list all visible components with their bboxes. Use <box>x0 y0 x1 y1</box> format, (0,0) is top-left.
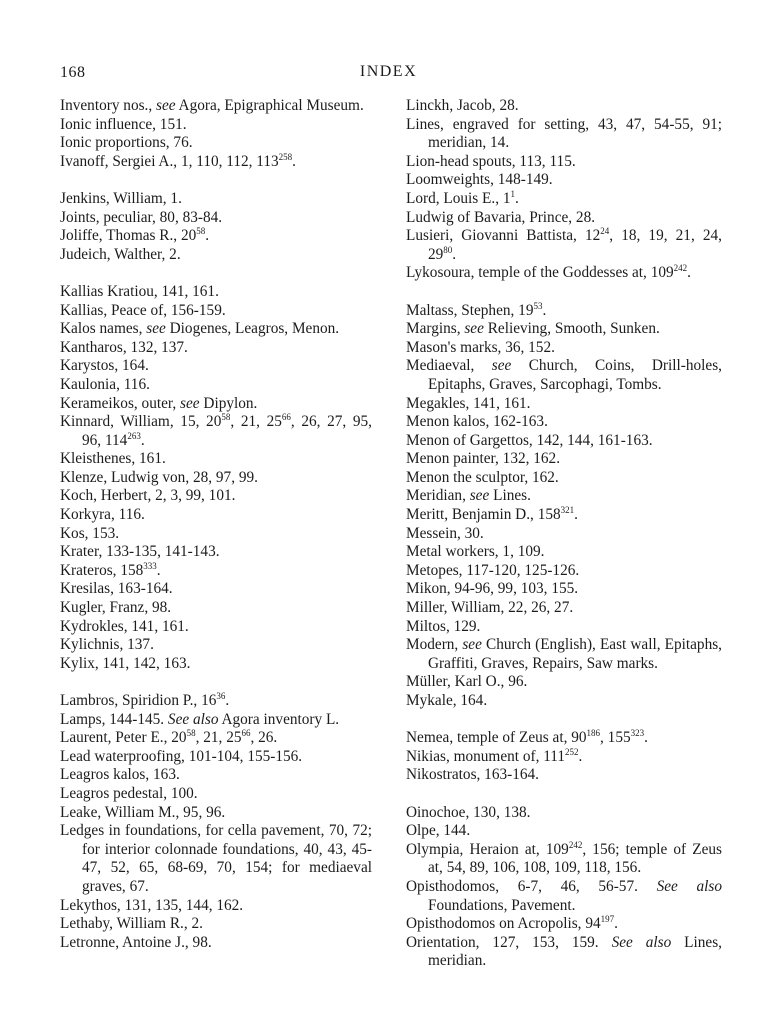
entry-text: Kantharos, 132, 137. <box>60 338 188 356</box>
entry-text: Mikon, 94-96, 99, 103, 155. <box>406 580 579 598</box>
entry-text: Kylix, 141, 142, 163. <box>60 654 191 672</box>
index-entry <box>60 376 372 395</box>
index-entry <box>406 618 722 637</box>
cross-reference-cue: see <box>462 636 482 654</box>
cross-reference-cue: see <box>491 357 512 375</box>
index-entry <box>60 116 372 135</box>
entry-text: Megakles, 141, 161. <box>406 394 531 412</box>
index-entry <box>60 320 372 339</box>
entry-text: . <box>452 245 457 263</box>
entry-text: Mediaeval, <box>406 357 492 375</box>
entry-text: Menon kalos, 162-163. <box>406 413 548 431</box>
index-entry <box>406 450 722 469</box>
entry-text: Lekythos, 131, 135, 144, 162. <box>60 896 244 914</box>
running-head: INDEX <box>359 63 418 80</box>
entry-text: Müller, Karl O., 96. <box>406 673 528 691</box>
entry-text: Letronne, Antoine J., 98. <box>60 933 212 951</box>
index-entry <box>406 97 722 116</box>
index-entry <box>60 227 372 246</box>
entry-text: . <box>574 506 578 524</box>
entry-text: Modern, <box>406 636 463 654</box>
index-entry <box>406 562 722 581</box>
index-entry <box>406 822 722 841</box>
entry-text: Agora, Epigraphical Museum. <box>175 97 364 114</box>
footnote-ref: 263 <box>127 430 141 441</box>
footnote-ref: 323 <box>630 728 645 739</box>
entry-text: Metopes, 117-120, 125-126. <box>406 561 580 579</box>
entry-text: Lykosoura, temple of the Goddesses at, 109 <box>406 264 674 282</box>
entry-text: Kugler, Franz, 98. <box>60 599 172 617</box>
footnote-ref: 36 <box>216 691 226 701</box>
entry-text: Menon painter, 132, 162. <box>406 450 561 468</box>
entry-text: Kydrokles, 141, 161. <box>60 617 189 635</box>
index-entry <box>406 636 722 673</box>
section-gap <box>60 673 372 692</box>
footnote-ref: 80 <box>443 244 453 255</box>
entry-text: Leagros pedestal, 100. <box>60 784 198 802</box>
entry-text: Dipylon. <box>199 394 258 412</box>
index-entry <box>406 804 722 823</box>
entry-text: Agora inventory L. <box>218 710 340 728</box>
index-entry <box>406 320 722 339</box>
index-entry <box>60 655 372 674</box>
index-entry <box>60 153 372 172</box>
index-entry <box>60 636 372 655</box>
entry-text: Menon of Gargettos, 142, 144, 161-163. <box>406 431 653 449</box>
index-entry <box>60 190 372 209</box>
cross-reference-cue: see <box>146 320 166 338</box>
index-entry <box>60 785 372 804</box>
entry-text: , 21, 25 <box>195 729 242 747</box>
index-entry <box>406 878 722 915</box>
index-entry <box>60 134 372 153</box>
entry-text: Nikias, monument of, 111 <box>406 747 566 765</box>
footnote-ref: 186 <box>586 728 601 739</box>
entry-text: Miltos, 129. <box>406 617 481 635</box>
entry-text: Lines, meridian. <box>428 933 722 970</box>
entry-text: Lines. <box>489 487 531 505</box>
entry-text: , 26, 27, 95, 96, 114 <box>82 413 372 449</box>
index-entry <box>60 618 372 637</box>
index-entry <box>406 227 722 264</box>
index-entry <box>406 766 722 785</box>
entry-text: Laurent, Peter E., 20 <box>60 729 187 747</box>
entry-text: Judeich, Walther, 2. <box>60 245 181 263</box>
entry-text: Kos, 153. <box>60 524 120 542</box>
index-column-right <box>406 97 722 971</box>
entry-text: Krater, 133-135, 141-143. <box>60 543 220 561</box>
entry-text: Church, Coins, Drill-holes, Epitaphs, Graves, Sarcophagi, Tombs. <box>428 357 722 393</box>
entry-text: Korkyra, 116. <box>60 506 145 524</box>
index-entry <box>60 525 372 544</box>
index-entry <box>60 543 372 562</box>
entry-text: Ionic proportions, 76. <box>60 134 193 152</box>
index-entry <box>60 469 372 488</box>
entry-text: , 155 <box>600 729 631 747</box>
index-entry <box>406 357 722 394</box>
index-entry <box>406 487 722 506</box>
index-entry <box>406 543 722 562</box>
entry-text: Karystos, 164. <box>60 357 149 375</box>
entry-text: Lines, engraved for setting, 43, 47, 54-55, 91; meridian, 14. <box>406 115 722 152</box>
index-entry <box>60 729 372 748</box>
cross-reference-cue: see <box>180 394 200 412</box>
entry-text: Olpe, 144. <box>406 822 471 840</box>
footnote-ref: 333 <box>143 560 157 571</box>
footnote-ref: 1 <box>510 188 516 199</box>
entry-text: Krateros, 158 <box>60 561 144 579</box>
cross-reference-cue: See also <box>656 877 722 895</box>
entry-text: Mason's marks, 36, 152. <box>406 338 555 356</box>
entry-text: . <box>614 915 618 933</box>
index-entry <box>60 599 372 618</box>
index-entry <box>406 413 722 432</box>
index-entry <box>406 934 722 971</box>
entry-text: Opisthodomos on Acropolis, 94 <box>406 915 601 933</box>
entry-text: . <box>687 264 691 282</box>
entry-text: Koch, Herbert, 2, 3, 99, 101. <box>60 487 236 505</box>
entry-text: Kresilas, 163-164. <box>60 580 173 598</box>
entry-text: Lead waterproofing, 101-104, 155-156. <box>60 747 303 765</box>
entry-text: Leake, William M., 95, 96. <box>60 803 226 821</box>
entry-text: . <box>578 747 583 765</box>
entry-text: Lamps, 144-145. <box>60 710 168 728</box>
entry-text: Miller, William, 22, 26, 27. <box>406 599 574 617</box>
entry-text: Nemea, temple of Zeus at, 90 <box>406 729 587 747</box>
index-entry <box>60 97 372 116</box>
cross-reference-cue: see <box>156 97 176 114</box>
index-entry <box>60 450 372 469</box>
section-gap <box>406 711 722 730</box>
footnote-ref: 242 <box>568 839 583 850</box>
index-entry <box>406 729 722 748</box>
index-entry <box>60 580 372 599</box>
index-entry <box>406 599 722 618</box>
footnote-ref: 66 <box>241 728 251 739</box>
footnote-ref: 66 <box>281 412 291 423</box>
entry-text: Jenkins, William, 1. <box>60 189 182 207</box>
index-entry <box>60 283 372 302</box>
index-entry <box>406 673 722 692</box>
entry-text: Messein, 30. <box>406 524 484 542</box>
entry-text: . <box>542 301 547 319</box>
entry-text: Kerameikos, outer, <box>60 394 181 412</box>
index-entry <box>406 302 722 321</box>
entry-text: Ivanoff, Sergiei A., 1, 110, 112, 113 <box>60 152 279 170</box>
entry-text: Margins, <box>406 320 465 338</box>
footnote-ref: 242 <box>673 263 688 274</box>
entry-text: Opisthodomos, 6-7, 46, 56-57. <box>406 877 657 895</box>
index-entry <box>60 562 372 581</box>
footnote-ref: 58 <box>186 728 196 739</box>
entry-text: , 156; temple of Zeus at, 54, 89, 106, 108, 109, 118, 156. <box>428 840 723 877</box>
entry-text: Maltass, Stephen, 19 <box>406 301 534 319</box>
entry-text: Linckh, Jacob, 28. <box>406 97 519 114</box>
entry-text: Ledges in foundations, for cella pavement, 70, 72; for interior colonnade foundations, 40, 43, 45-47, 52, 65, 68-69, 70, 154; for mediaeval graves, 67. <box>60 822 372 895</box>
footnote-ref: 58 <box>196 226 206 237</box>
footnote-ref: 24 <box>600 226 610 237</box>
index-entry <box>60 487 372 506</box>
entry-text: Lion-head spouts, 113, 115. <box>406 152 576 170</box>
index-entry <box>60 209 372 228</box>
entry-text: Nikostratos, 163-164. <box>406 766 539 784</box>
index-entry <box>60 302 372 321</box>
index-entry <box>60 357 372 376</box>
index-entry <box>60 692 372 711</box>
section-gap <box>406 283 722 302</box>
entry-text: Kallias, Peace of, 156-159. <box>60 301 226 319</box>
index-entry <box>406 116 722 153</box>
index-entry <box>406 339 722 358</box>
entry-text: Leagros kalos, 163. <box>60 766 180 784</box>
entry-text: Joliffe, Thomas R., 20 <box>60 227 197 245</box>
cross-reference-cue: see <box>469 487 490 505</box>
entry-text: Kylichnis, 137. <box>60 636 154 654</box>
index-entry <box>60 934 372 953</box>
entry-text: Foundations, Pavement. <box>428 896 576 914</box>
index-entry <box>406 692 722 711</box>
footnote-ref: 252 <box>565 746 579 757</box>
index-entry <box>60 246 372 265</box>
entry-text: Metal workers, 1, 109. <box>406 543 545 561</box>
index-entry <box>60 822 372 896</box>
index-entry <box>60 748 372 767</box>
entry-text: Orientation, 127, 153, 159. <box>406 933 612 951</box>
index-entry <box>60 804 372 823</box>
entry-text: Inventory nos., <box>60 97 157 114</box>
entry-text: Church (English), East wall, Epitaphs, Graffiti, Graves, Repairs, Saw marks. <box>428 636 722 672</box>
index-entry <box>60 915 372 934</box>
entry-text: Lambros, Spiridion P., 16 <box>60 692 217 709</box>
section-gap <box>406 785 722 804</box>
index-entry <box>406 915 722 934</box>
index-entry <box>406 395 722 414</box>
entry-text: Lethaby, William R., 2. <box>60 915 203 933</box>
entry-text: Lord, Louis E., 1 <box>406 189 511 207</box>
entry-text: , 26. <box>250 729 278 747</box>
entry-text: . <box>644 729 648 747</box>
entry-text: Kallias Kratiou, 141, 161. <box>60 282 219 300</box>
index-entry <box>406 432 722 451</box>
cross-reference-cue: see <box>464 320 484 338</box>
footnote-ref: 258 <box>278 151 293 162</box>
entry-text: Lusieri, Giovanni Battista, 12 <box>406 227 601 245</box>
entry-text: Ionic influence, 151. <box>60 115 187 133</box>
index-entry <box>406 264 722 283</box>
index-column-left <box>60 97 372 952</box>
entry-text: Kaulonia, 116. <box>60 375 150 393</box>
entry-text: Ludwig of Bavaria, Prince, 28. <box>406 208 596 226</box>
index-entry <box>406 469 722 488</box>
index-entry <box>406 841 722 878</box>
entry-text: . <box>515 189 519 207</box>
index-entry <box>406 748 722 767</box>
entry-text: Loomweights, 148-149. <box>406 171 553 189</box>
footnote-ref: 58 <box>221 412 231 423</box>
index-entry <box>406 506 722 525</box>
entry-text: Relieving, Smooth, Sunken. <box>483 320 660 338</box>
section-gap <box>60 171 372 190</box>
index-entry <box>406 171 722 190</box>
entry-text: Oinochoe, 130, 138. <box>406 803 531 821</box>
index-entry <box>60 897 372 916</box>
entry-text: Kinnard, William, 15, 20 <box>60 413 222 431</box>
index-entry <box>406 190 722 209</box>
index-entry <box>60 413 372 450</box>
entry-text: Meritt, Benjamin D., 158 <box>406 506 561 524</box>
cross-reference-cue: See also <box>611 933 672 951</box>
entry-text: Meridian, <box>406 487 470 505</box>
index-entry <box>60 506 372 525</box>
entry-text: . <box>140 431 145 449</box>
entry-text: Klenze, Ludwig von, 28, 97, 99. <box>60 468 258 486</box>
entry-text: Kleisthenes, 161. <box>60 450 166 468</box>
entry-text: . <box>292 152 296 170</box>
entry-text: Menon the sculptor, 162. <box>406 468 559 486</box>
page-number: 168 <box>60 64 86 81</box>
cross-reference-cue: See also <box>167 710 219 728</box>
entry-text: Kalos names, <box>60 320 147 338</box>
entry-text: Mykale, 164. <box>406 692 488 709</box>
entry-text: Diogenes, Leagros, Menon. <box>165 320 340 338</box>
index-entry <box>406 525 722 544</box>
entry-text: Olympia, Heraion at, 109 <box>406 840 569 858</box>
index-entry <box>60 711 372 730</box>
entry-text: . <box>205 227 210 245</box>
index-entry <box>60 395 372 414</box>
entry-text: , 18, 19, 21, 24, 29 <box>428 227 722 263</box>
index-entry <box>406 153 722 172</box>
index-entry <box>406 209 722 228</box>
index-entry <box>406 580 722 599</box>
entry-text: . <box>225 692 230 709</box>
footnote-ref: 321 <box>560 505 575 516</box>
entry-text: , 21, 25 <box>230 413 282 431</box>
entry-text: Joints, peculiar, 80, 83-84. <box>60 208 223 226</box>
entry-text: . <box>156 561 161 579</box>
section-gap <box>60 264 372 283</box>
footnote-ref: 197 <box>600 914 615 925</box>
index-entry <box>60 339 372 358</box>
index-entry <box>60 766 372 785</box>
footnote-ref: 53 <box>533 300 543 311</box>
